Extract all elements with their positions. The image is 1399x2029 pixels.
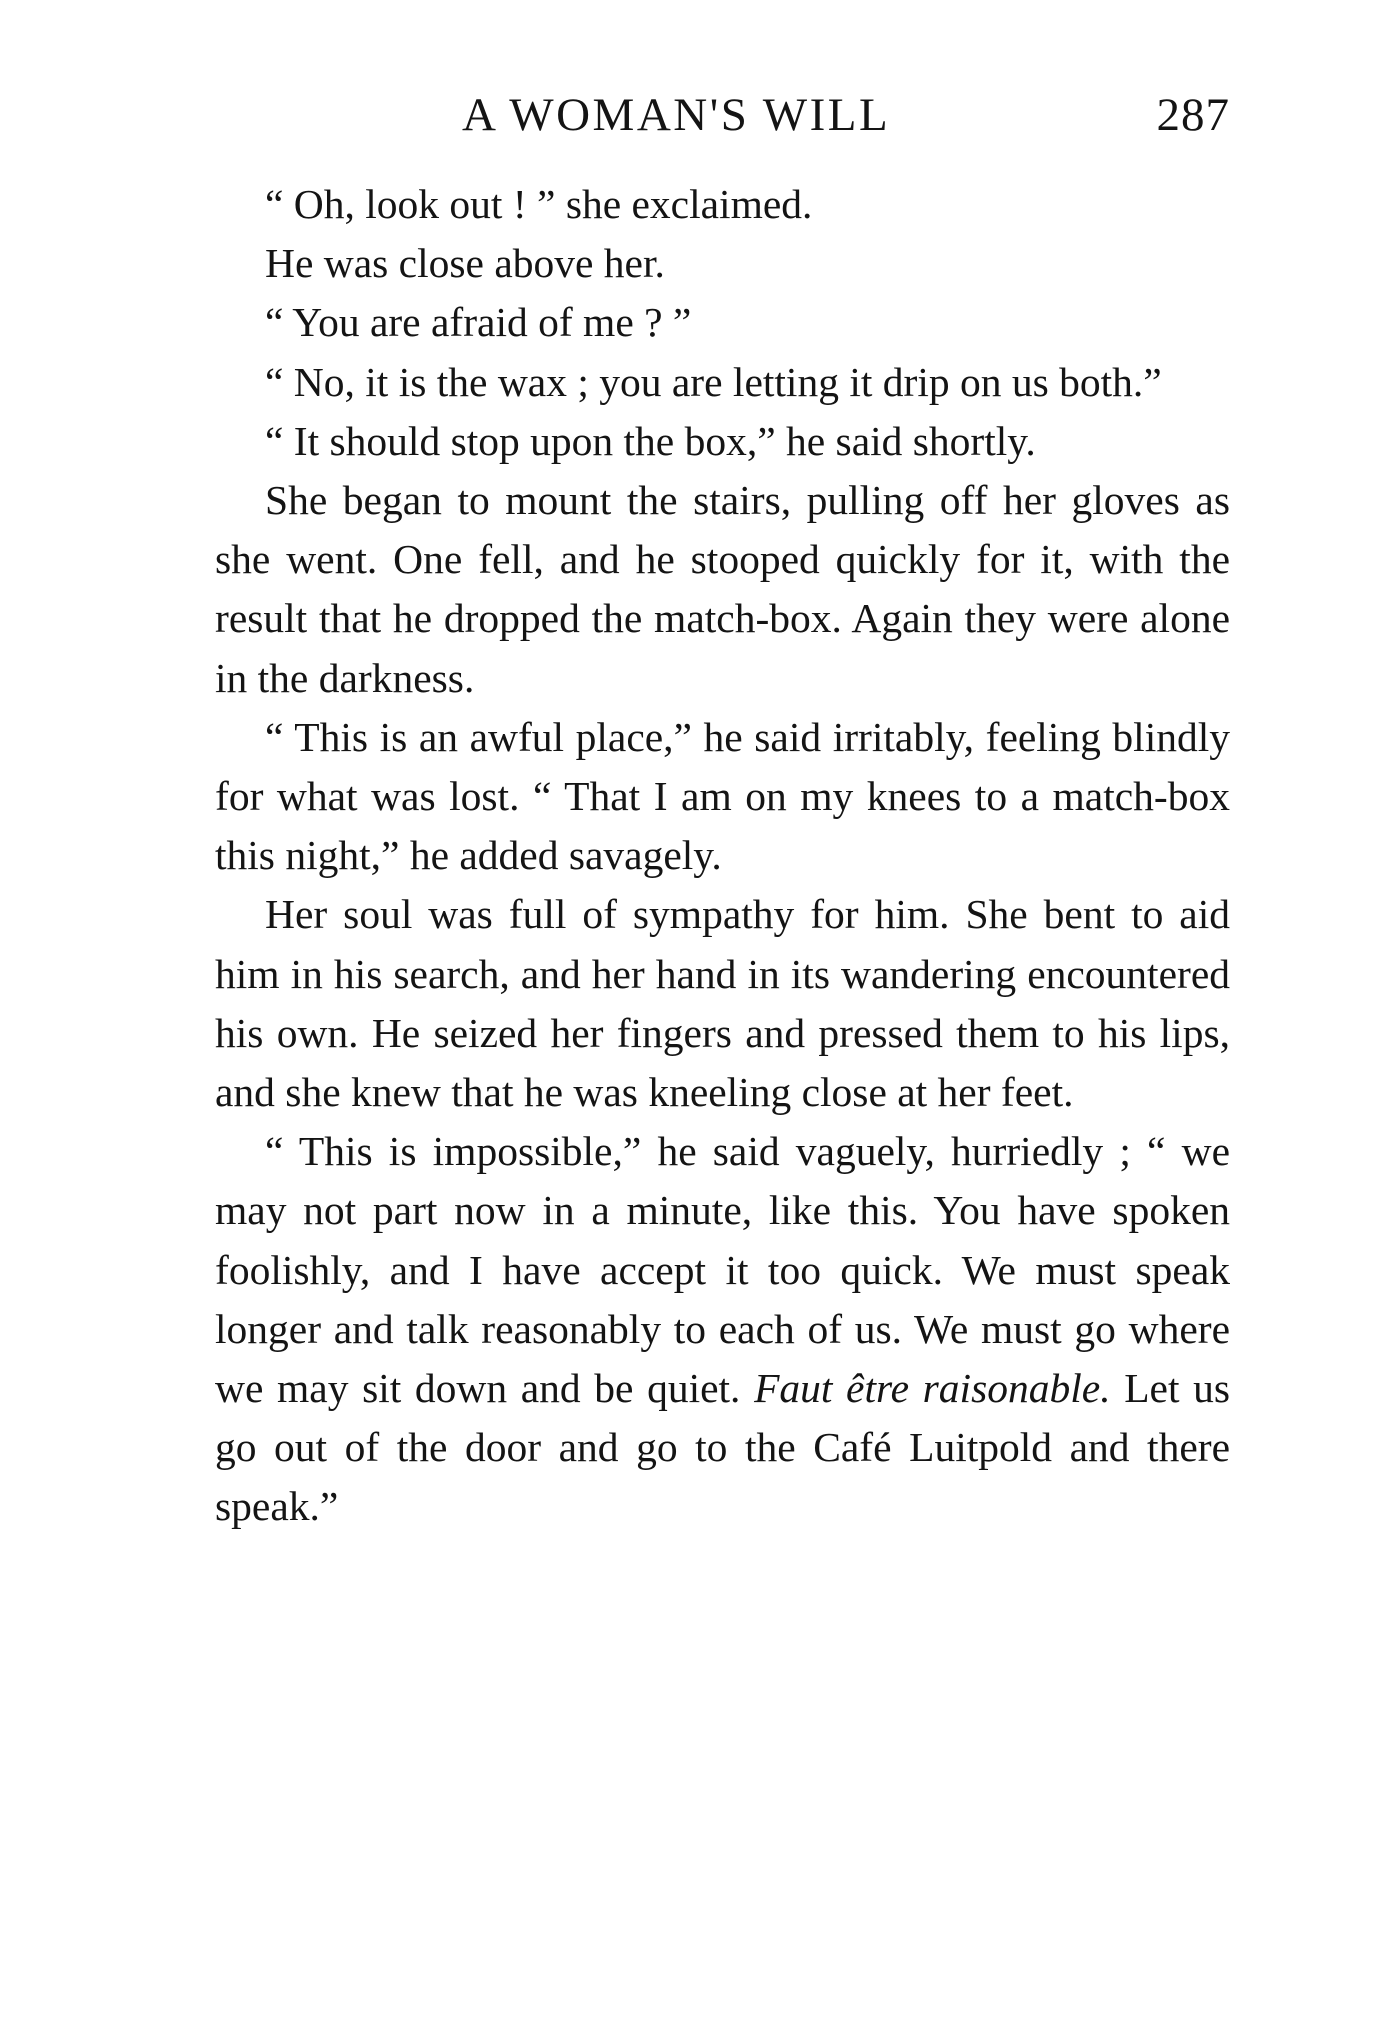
italic-phrase: Faut être raisonable. — [754, 1365, 1111, 1412]
paragraph — [215, 1122, 1230, 1536]
paragraph: “ You are afraid of me ? ” — [265, 299, 692, 346]
paragraph-text: “ This is impossible,” he said vaguely, hurriedly ; “ we may not part now in a minute, like this. You have spoken foolishly, and I have accept it too quick. We must speak longer and talk reasonably to each of us. We must go where we may sit down and be quiet. — [215, 1128, 1230, 1412]
page-header — [215, 88, 1230, 158]
body-text — [215, 175, 1230, 1537]
paragraph: “ It should stop upon the box,” he said shortly. — [265, 417, 1036, 464]
paragraph: “ Oh, look out ! ” she exclaimed. — [265, 181, 813, 227]
running-title: A WOMAN'S WILL — [462, 89, 891, 141]
paragraph: She began to mount the stairs, pulling off her gloves as she went. One fell, and he stooped quickly for it, with the result that he dropped the match-box. Again they were alone in the darkness. — [215, 477, 1230, 701]
paragraph: “ This is an awful place,” he said irritably, feeling blindly for what was lost. “ That I am on my knees to a match-box this night,” he added savagely. — [215, 713, 1230, 879]
paragraph: He was close above her. — [265, 240, 665, 287]
paragraph-text: Let us go out of the door and go to the Café Luitpold and there speak.” — [215, 1365, 1231, 1530]
paragraph: “ No, it is the wax ; you are letting it drip on us both.” — [265, 358, 1162, 405]
paragraph: Her soul was full of sympathy for him. She bent to aid him in his search, and her hand in its wandering encountered his own. He seized her fingers and pressed them to his lips, and she knew that he was kneeling close at her feet. — [215, 891, 1230, 1116]
page-number: 287 — [1156, 89, 1230, 141]
